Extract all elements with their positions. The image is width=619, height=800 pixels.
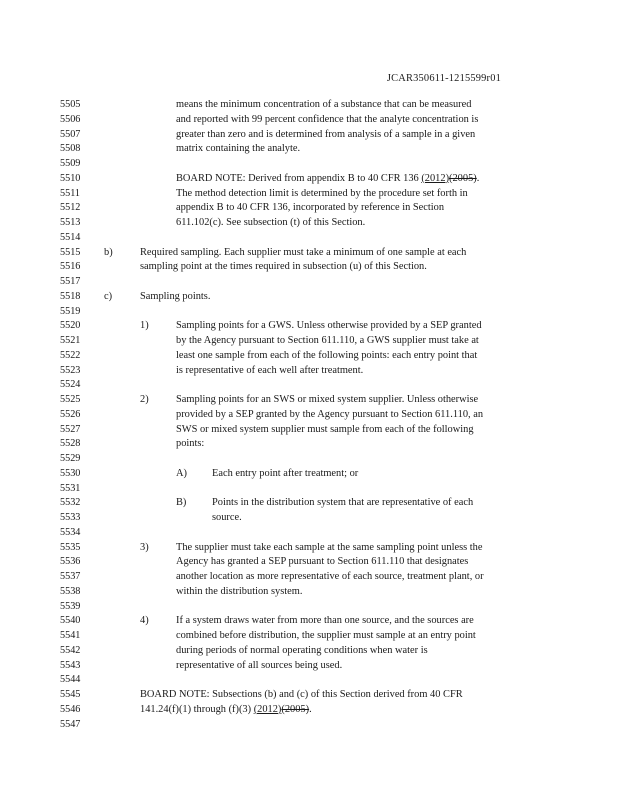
document-line bbox=[0, 585, 619, 599]
line-text bbox=[212, 511, 242, 525]
document-line bbox=[0, 496, 619, 510]
text-run: The supplier must take each sample at the same sampling point unless the bbox=[176, 541, 483, 553]
document-line bbox=[0, 423, 619, 437]
line-number: 5512 bbox=[60, 202, 81, 214]
text-run: c) bbox=[104, 290, 113, 302]
document-line bbox=[0, 157, 619, 171]
document-line bbox=[0, 187, 619, 201]
document-line bbox=[0, 482, 619, 496]
line-text bbox=[176, 644, 428, 658]
line-number: 5516 bbox=[60, 261, 81, 273]
line-text bbox=[140, 703, 312, 717]
line-number: 5510 bbox=[60, 172, 81, 184]
line-text bbox=[176, 172, 479, 186]
document-line bbox=[0, 246, 619, 260]
line-number: 5521 bbox=[60, 335, 81, 346]
line-text bbox=[176, 423, 474, 437]
line-number: 5519 bbox=[60, 305, 81, 317]
line-text bbox=[176, 614, 474, 628]
line-text bbox=[176, 659, 342, 673]
document-line bbox=[0, 511, 619, 525]
document-line bbox=[0, 305, 619, 319]
document-line bbox=[0, 452, 619, 466]
text-run: BOARD NOTE: Subsections (b) and (c) of this Section derived from 40 CFR bbox=[140, 689, 463, 700]
text-run: points: bbox=[176, 438, 205, 450]
text-run: greater than zero and is determined from analysis of a sample in a given bbox=[176, 128, 476, 140]
text-run: Agency has granted a SEP pursuant to Section 611.110 that designates bbox=[176, 556, 469, 568]
document-line bbox=[0, 437, 619, 451]
document-line bbox=[0, 231, 619, 245]
document-line bbox=[0, 113, 619, 127]
document-line bbox=[0, 541, 619, 555]
text-run: The method detection limit is determined by the procedure set forth in bbox=[176, 187, 468, 199]
line-number: 5544 bbox=[60, 674, 81, 686]
line-number: 5534 bbox=[60, 526, 81, 538]
line-number: 5505 bbox=[60, 99, 81, 110]
line-text bbox=[140, 393, 149, 407]
line-number: 5536 bbox=[60, 556, 81, 568]
document-line bbox=[0, 334, 619, 348]
line-text bbox=[176, 128, 475, 142]
text-run: 1) bbox=[140, 320, 149, 332]
text-run: 3) bbox=[140, 541, 149, 553]
line-text bbox=[140, 260, 427, 274]
document-line bbox=[0, 378, 619, 392]
document-line bbox=[0, 644, 619, 658]
line-text bbox=[140, 246, 466, 260]
line-number: 5537 bbox=[60, 571, 81, 582]
text-run: A) bbox=[176, 467, 187, 479]
line-number: 5547 bbox=[60, 718, 81, 730]
text-run: within the distribution system. bbox=[176, 585, 303, 597]
line-number: 5526 bbox=[60, 408, 81, 420]
text-run: another location as more representative of each source, treatment plant, or bbox=[176, 571, 484, 582]
document-line bbox=[0, 201, 619, 215]
document-line bbox=[0, 688, 619, 702]
text-run: SWS or mixed system supplier must sample from each of the following bbox=[176, 423, 474, 435]
line-text bbox=[176, 541, 482, 555]
line-number: 5513 bbox=[60, 217, 81, 228]
document-line bbox=[0, 172, 619, 186]
line-number: 5539 bbox=[60, 600, 81, 612]
document-line bbox=[0, 555, 619, 569]
line-text bbox=[140, 541, 149, 555]
line-number: 5527 bbox=[60, 423, 81, 435]
line-number: 5511 bbox=[60, 187, 80, 199]
text-run: and reported with 99 percent confidence that the analyte concentration is bbox=[176, 113, 479, 125]
text-run: Each entry point after treatment; or bbox=[212, 467, 359, 479]
line-number: 5543 bbox=[60, 659, 81, 671]
document-line bbox=[0, 629, 619, 643]
document-line bbox=[0, 659, 619, 673]
line-text bbox=[104, 246, 113, 260]
document-line bbox=[0, 319, 619, 333]
document-line bbox=[0, 260, 619, 274]
line-text bbox=[140, 290, 210, 304]
text-run: least one sample from each of the following points: each entry point that bbox=[176, 349, 478, 361]
line-text bbox=[176, 334, 479, 348]
text-run: during periods of normal operating conditions when water is bbox=[176, 644, 428, 656]
line-number: 5509 bbox=[60, 158, 81, 169]
text-run: Sampling points for a GWS. Unless otherwise provided by a SEP granted bbox=[176, 320, 482, 332]
line-number: 5522 bbox=[60, 349, 81, 361]
line-text bbox=[176, 364, 363, 378]
line-text bbox=[176, 496, 186, 510]
text-run: appendix B to 40 CFR 136, incorporated by reference in Section bbox=[176, 202, 445, 214]
line-number: 5529 bbox=[60, 453, 81, 464]
line-text bbox=[176, 349, 477, 363]
text-run: 611.102(c). See subsection (t) of this Section. bbox=[176, 217, 366, 228]
line-number: 5528 bbox=[60, 438, 81, 450]
text-run: Sampling points for an SWS or mixed system supplier. Unless otherwise bbox=[176, 394, 479, 405]
text-run: 4) bbox=[140, 615, 149, 627]
deleted-text: (2005) bbox=[449, 172, 477, 184]
line-text bbox=[176, 113, 478, 127]
document-line bbox=[0, 290, 619, 304]
document-id-header: JCAR350611-1215599r01 bbox=[386, 73, 501, 84]
text-run: source. bbox=[212, 512, 242, 523]
text-run: combined before distribution, the supplier must sample at an entry point bbox=[176, 630, 476, 641]
text-run: If a system draws water from more than one source, and the sources are bbox=[176, 615, 474, 627]
document-line bbox=[0, 703, 619, 717]
line-text bbox=[176, 201, 444, 215]
line-text bbox=[140, 614, 149, 628]
text-run: is representative of each well after treatment. bbox=[176, 364, 364, 376]
line-text bbox=[176, 585, 302, 599]
document-line bbox=[0, 408, 619, 422]
line-number: 5517 bbox=[60, 276, 81, 287]
line-number: 5520 bbox=[60, 320, 81, 332]
document-line bbox=[0, 364, 619, 378]
text-run: Points in the distribution system that are representative of each bbox=[212, 497, 474, 509]
line-number: 5531 bbox=[60, 482, 81, 494]
line-text bbox=[176, 319, 482, 333]
text-run: representative of all sources being used. bbox=[176, 659, 343, 671]
text-run: matrix containing the analyte. bbox=[176, 143, 301, 155]
document-line bbox=[0, 614, 619, 628]
line-text bbox=[212, 496, 473, 510]
line-number: 5506 bbox=[60, 113, 81, 125]
text-run: 141.24(f)(1) through (f)(3) bbox=[140, 703, 254, 715]
text-run: b) bbox=[104, 246, 113, 258]
line-number: 5535 bbox=[60, 541, 81, 553]
line-text bbox=[140, 319, 149, 333]
line-text bbox=[176, 216, 365, 230]
line-number: 5530 bbox=[60, 467, 81, 479]
document-line bbox=[0, 673, 619, 687]
line-number: 5507 bbox=[60, 128, 81, 140]
text-run: Required sampling. Each supplier must take a minimum of one sample at each bbox=[140, 246, 467, 258]
line-number: 5533 bbox=[60, 512, 81, 523]
line-number: 5515 bbox=[60, 246, 81, 258]
text-run: by the Agency pursuant to Section 611.110, a GWS supplier must take at bbox=[176, 335, 479, 346]
line-number: 5538 bbox=[60, 585, 81, 597]
text-run: . bbox=[309, 703, 312, 715]
document-line bbox=[0, 467, 619, 481]
inserted-text: (2012) bbox=[253, 703, 282, 715]
line-text bbox=[176, 142, 300, 156]
line-number: 5541 bbox=[60, 630, 81, 641]
inserted-text: (2012) bbox=[421, 172, 450, 184]
line-text bbox=[176, 393, 478, 407]
document-line bbox=[0, 570, 619, 584]
document-line bbox=[0, 98, 619, 112]
text-run: Sampling points. bbox=[140, 290, 211, 302]
line-text bbox=[176, 408, 483, 422]
line-number: 5524 bbox=[60, 379, 81, 391]
line-text bbox=[140, 688, 463, 702]
line-number: 5514 bbox=[60, 231, 81, 243]
document-line bbox=[0, 275, 619, 289]
deleted-text: (2005) bbox=[281, 703, 310, 715]
line-text bbox=[176, 555, 468, 569]
document-line bbox=[0, 349, 619, 363]
document-line bbox=[0, 142, 619, 156]
line-number: 5523 bbox=[60, 364, 81, 376]
line-text bbox=[104, 290, 112, 304]
line-text bbox=[176, 187, 468, 201]
document-line bbox=[0, 526, 619, 540]
text-run: BOARD NOTE: Derived from appendix B to 40 CFR 136 bbox=[176, 172, 422, 184]
text-run: . bbox=[476, 172, 480, 184]
document-line bbox=[0, 128, 619, 142]
text-run: sampling point at the times required in subsection (u) of this Section. bbox=[140, 261, 427, 273]
line-number: 5542 bbox=[60, 644, 81, 656]
line-number: 5508 bbox=[60, 143, 81, 155]
line-number: 5525 bbox=[60, 394, 81, 405]
document-line bbox=[0, 393, 619, 407]
line-text bbox=[176, 570, 484, 584]
text-run: 2) bbox=[140, 394, 149, 405]
document-line bbox=[0, 600, 619, 614]
document-line bbox=[0, 718, 619, 732]
line-text bbox=[176, 98, 471, 112]
text-run: provided by a SEP granted by the Agency pursuant to Section 611.110, an bbox=[176, 408, 484, 420]
line-number: 5540 bbox=[60, 615, 81, 627]
line-text bbox=[212, 467, 358, 481]
line-text bbox=[176, 467, 187, 481]
line-number: 5545 bbox=[60, 689, 81, 700]
line-text bbox=[176, 437, 204, 451]
text-run: B) bbox=[176, 497, 187, 509]
line-text bbox=[176, 629, 476, 643]
line-number: 5518 bbox=[60, 290, 81, 302]
document-line bbox=[0, 216, 619, 230]
line-number: 5546 bbox=[60, 703, 81, 715]
text-run: means the minimum concentration of a substance that can be measured bbox=[176, 99, 472, 110]
line-number: 5532 bbox=[60, 497, 81, 509]
